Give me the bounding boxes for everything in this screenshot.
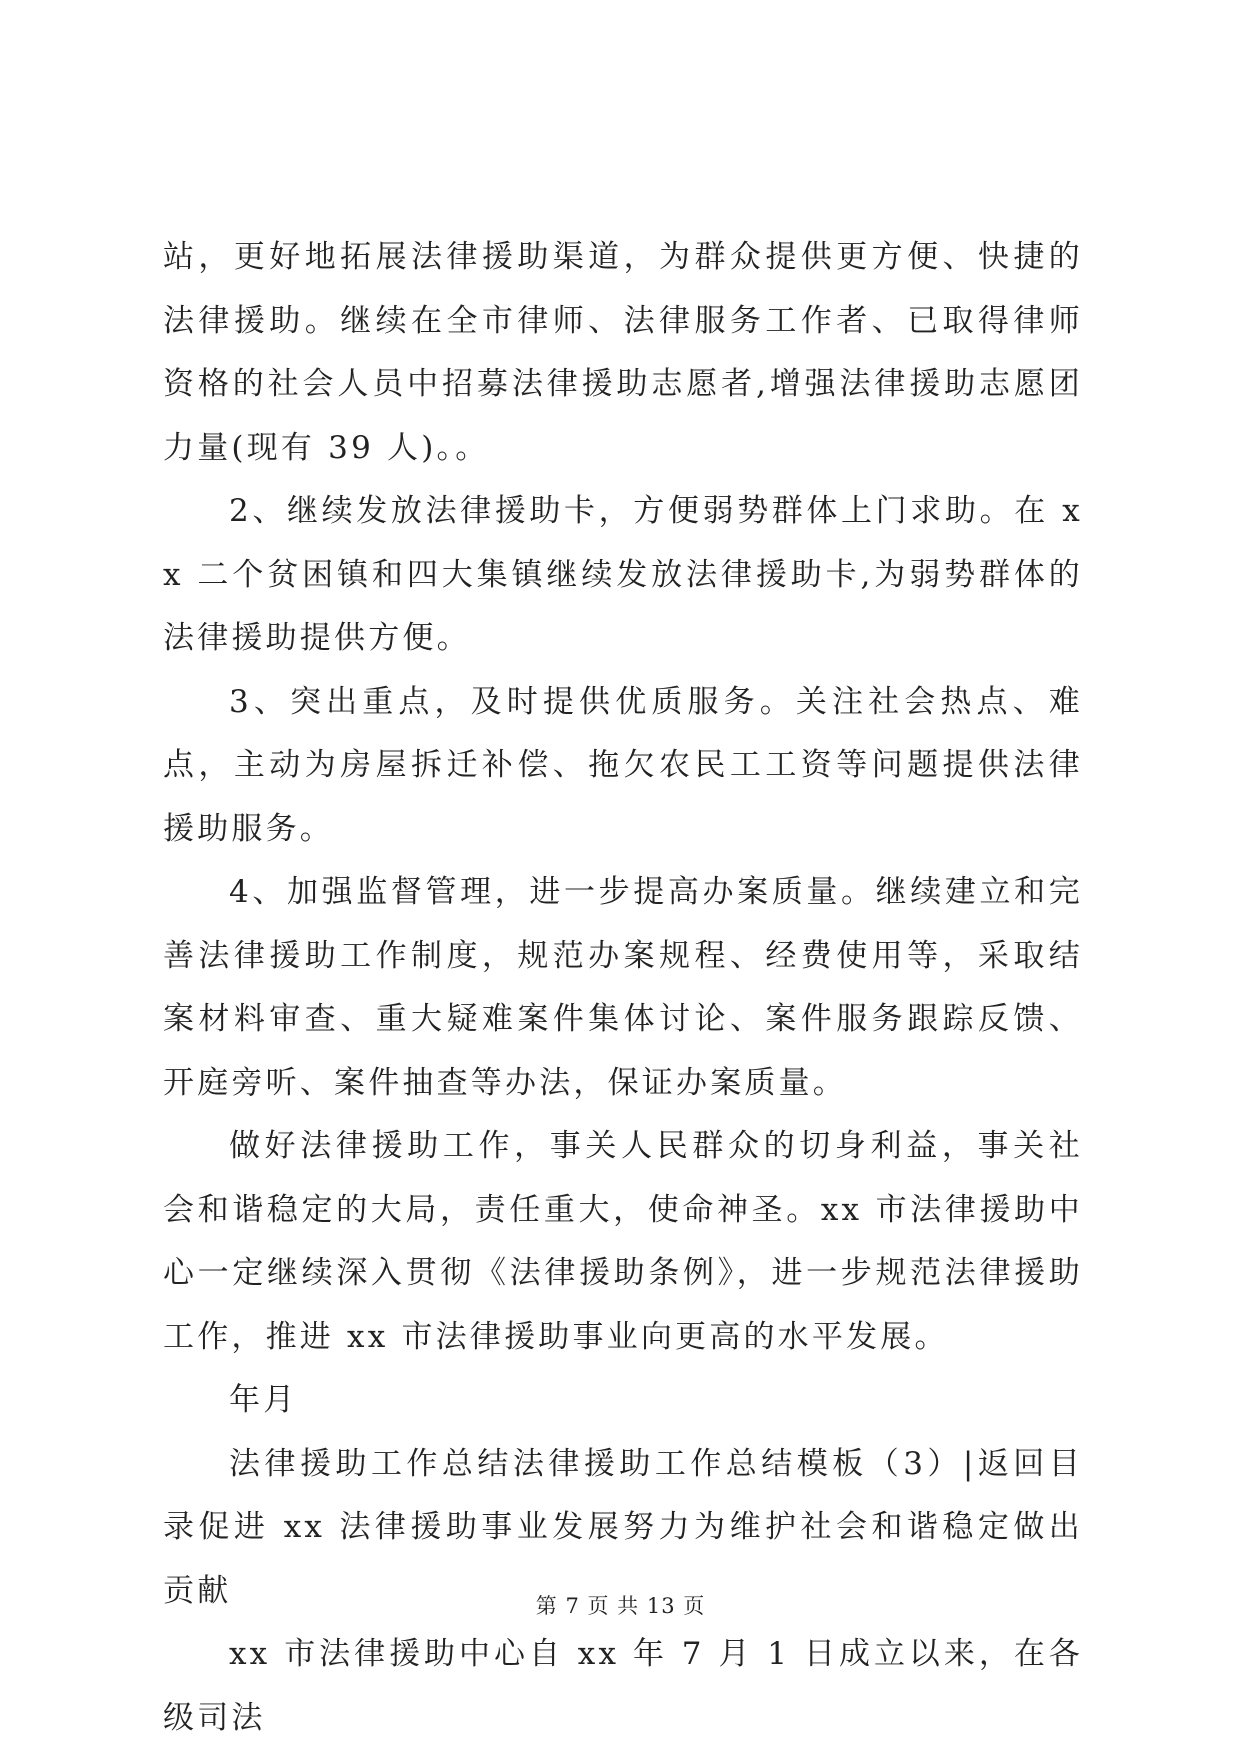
- document-body: [163, 226, 1083, 1750]
- paragraph-section-title: 法律援助工作总结法律援助工作总结模板（3）|返回目录促进 xx 法律援助事业发展努力为维护社会和谐稳定做出贡献: [163, 1445, 1083, 1609]
- paragraph-next-section: xx 市法律援助中心自 xx 年 7 月 1 日成立以来，在各级司法: [163, 1636, 1083, 1736]
- paragraph-item-4: 4、加强监督管理，进一步提高办案质量。继续建立和完善法律援助工作制度，规范办案规程、经费使用等，采取结案材料审查、重大疑难案件集体讨论、案件服务跟踪反馈、开庭旁听、案件抽查等办法，保证办案质量。: [163, 874, 1083, 1101]
- paragraph-item-2: 2、继续发放法律援助卡，方便弱势群体上门求助。在 xx 二个贫困镇和四大集镇继续发放法律援助卡,为弱势群体的法律援助提供方便。: [163, 493, 1083, 656]
- paragraph-continuation: 站，更好地拓展法律援助渠道，为群众提供更方便、快捷的法律援助。继续在全市律师、法律服务工作者、已取得律师资格的社会人员中招募法律援助志愿者,增强法律援助志愿团力量(现有 39 人)。。: [163, 239, 1083, 466]
- page-number-footer: 第 7 页 共 13 页: [535, 1594, 706, 1618]
- paragraph-conclusion: 做好法律援助工作，事关人民群众的切身利益，事关社会和谐稳定的大局，责任重大，使命神圣。xx 市法律援助中心一定继续深入贯彻《法律援助条例》，进一步规范法律援助工作，推进 xx 市法律援助事业向更高的水平发展。: [163, 1128, 1083, 1355]
- paragraph-date: 年月: [229, 1382, 298, 1418]
- paragraph-item-3: 3、突出重点，及时提供优质服务。关注社会热点、难点，主动为房屋拆迁补偿、拖欠农民工工资等问题提供法律援助服务。: [163, 683, 1083, 847]
